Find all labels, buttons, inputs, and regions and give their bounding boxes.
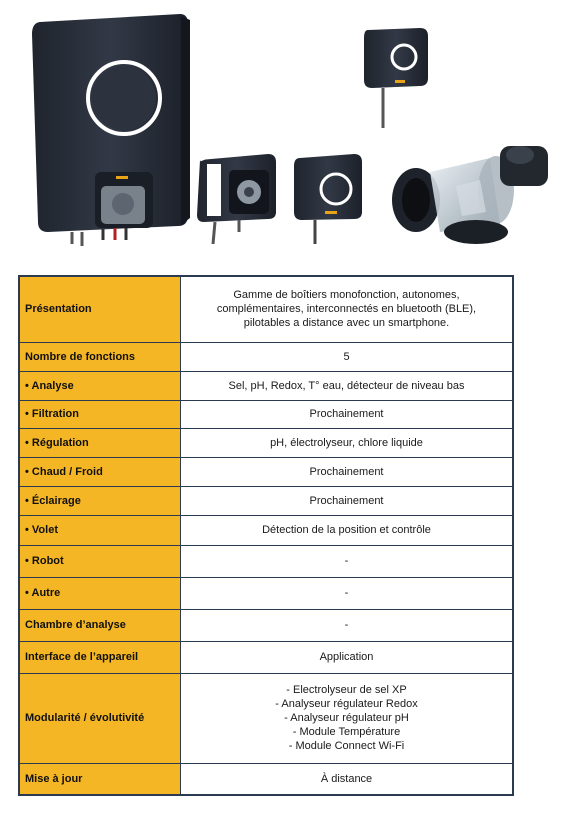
row-value: - [181,609,514,641]
table-row-robot [19,545,513,577]
row-value: À distance [181,763,514,795]
product-photos [0,0,566,270]
value-line: Gamme de boîtiers monofonction, autonomes, [233,289,460,302]
row-label: Mise à jour [19,763,181,795]
row-value: pH, électrolyseur, chlore liquide [181,428,514,457]
row-label: • Robot [19,545,181,577]
value-line: - Electrolyseur de sel XP [286,684,407,696]
row-value: - [181,577,514,609]
table-row-heat-cool [19,457,513,486]
table-row-update [19,763,513,795]
row-value: Sel, pH, Redox, T° eau, détecteur de niveau bas [181,371,514,400]
table-row-cover [19,515,513,545]
value-line: pilotables a distance avec un smartphone. [243,317,450,330]
table-row-presentation [19,276,513,342]
table-row-modularity [19,673,513,763]
row-value: Application [181,641,514,673]
value-line: - Analyseur régulateur Redox [275,698,418,710]
specification-table [18,275,514,796]
row-label: • Analyse [19,371,181,400]
row-label: • Éclairage [19,486,181,515]
table-row-function-count [19,342,513,371]
row-value: Prochainement [181,486,514,515]
row-value: Prochainement [181,457,514,486]
row-value: - [181,545,514,577]
row-value [181,276,514,342]
row-label: Chambre d’analyse [19,609,181,641]
row-label: • Volet [19,515,181,545]
row-label: • Filtration [19,400,181,428]
table-row-other [19,577,513,609]
table-row-lighting [19,486,513,515]
table-row-device-interface [19,641,513,673]
row-label: Nombre de fonctions [19,342,181,371]
main-unit-image [32,14,190,246]
electrolysis-cell-image [392,146,548,244]
row-label: Interface de l’appareil [19,641,181,673]
row-label: Présentation [19,276,181,342]
row-value: Prochainement [181,400,514,428]
table-row-regulation [19,428,513,457]
pump-module-image [197,154,276,244]
value-line: - Analyseur régulateur pH [284,712,409,724]
value-line: - Module Connect Wi-Fi [288,740,405,752]
table-row-analysis-chamber [19,609,513,641]
product-photos-svg [0,0,566,270]
row-value: Détection de la position et contrôle [181,515,514,545]
table-row-analyse [19,371,513,400]
row-value: 5 [181,342,514,371]
row-label: Modularité / évolutivité [19,673,181,763]
row-value [181,673,514,763]
row-label: • Régulation [19,428,181,457]
row-label: • Chaud / Froid [19,457,181,486]
value-line: - Module Température [292,726,401,738]
value-line: complémentaires, interconnectés en bluetooth (BLE), [216,303,477,316]
table-row-filtration [19,400,513,428]
square-ring-module-image [294,154,362,244]
row-label: • Autre [19,577,181,609]
sensor-module-image [364,28,428,128]
